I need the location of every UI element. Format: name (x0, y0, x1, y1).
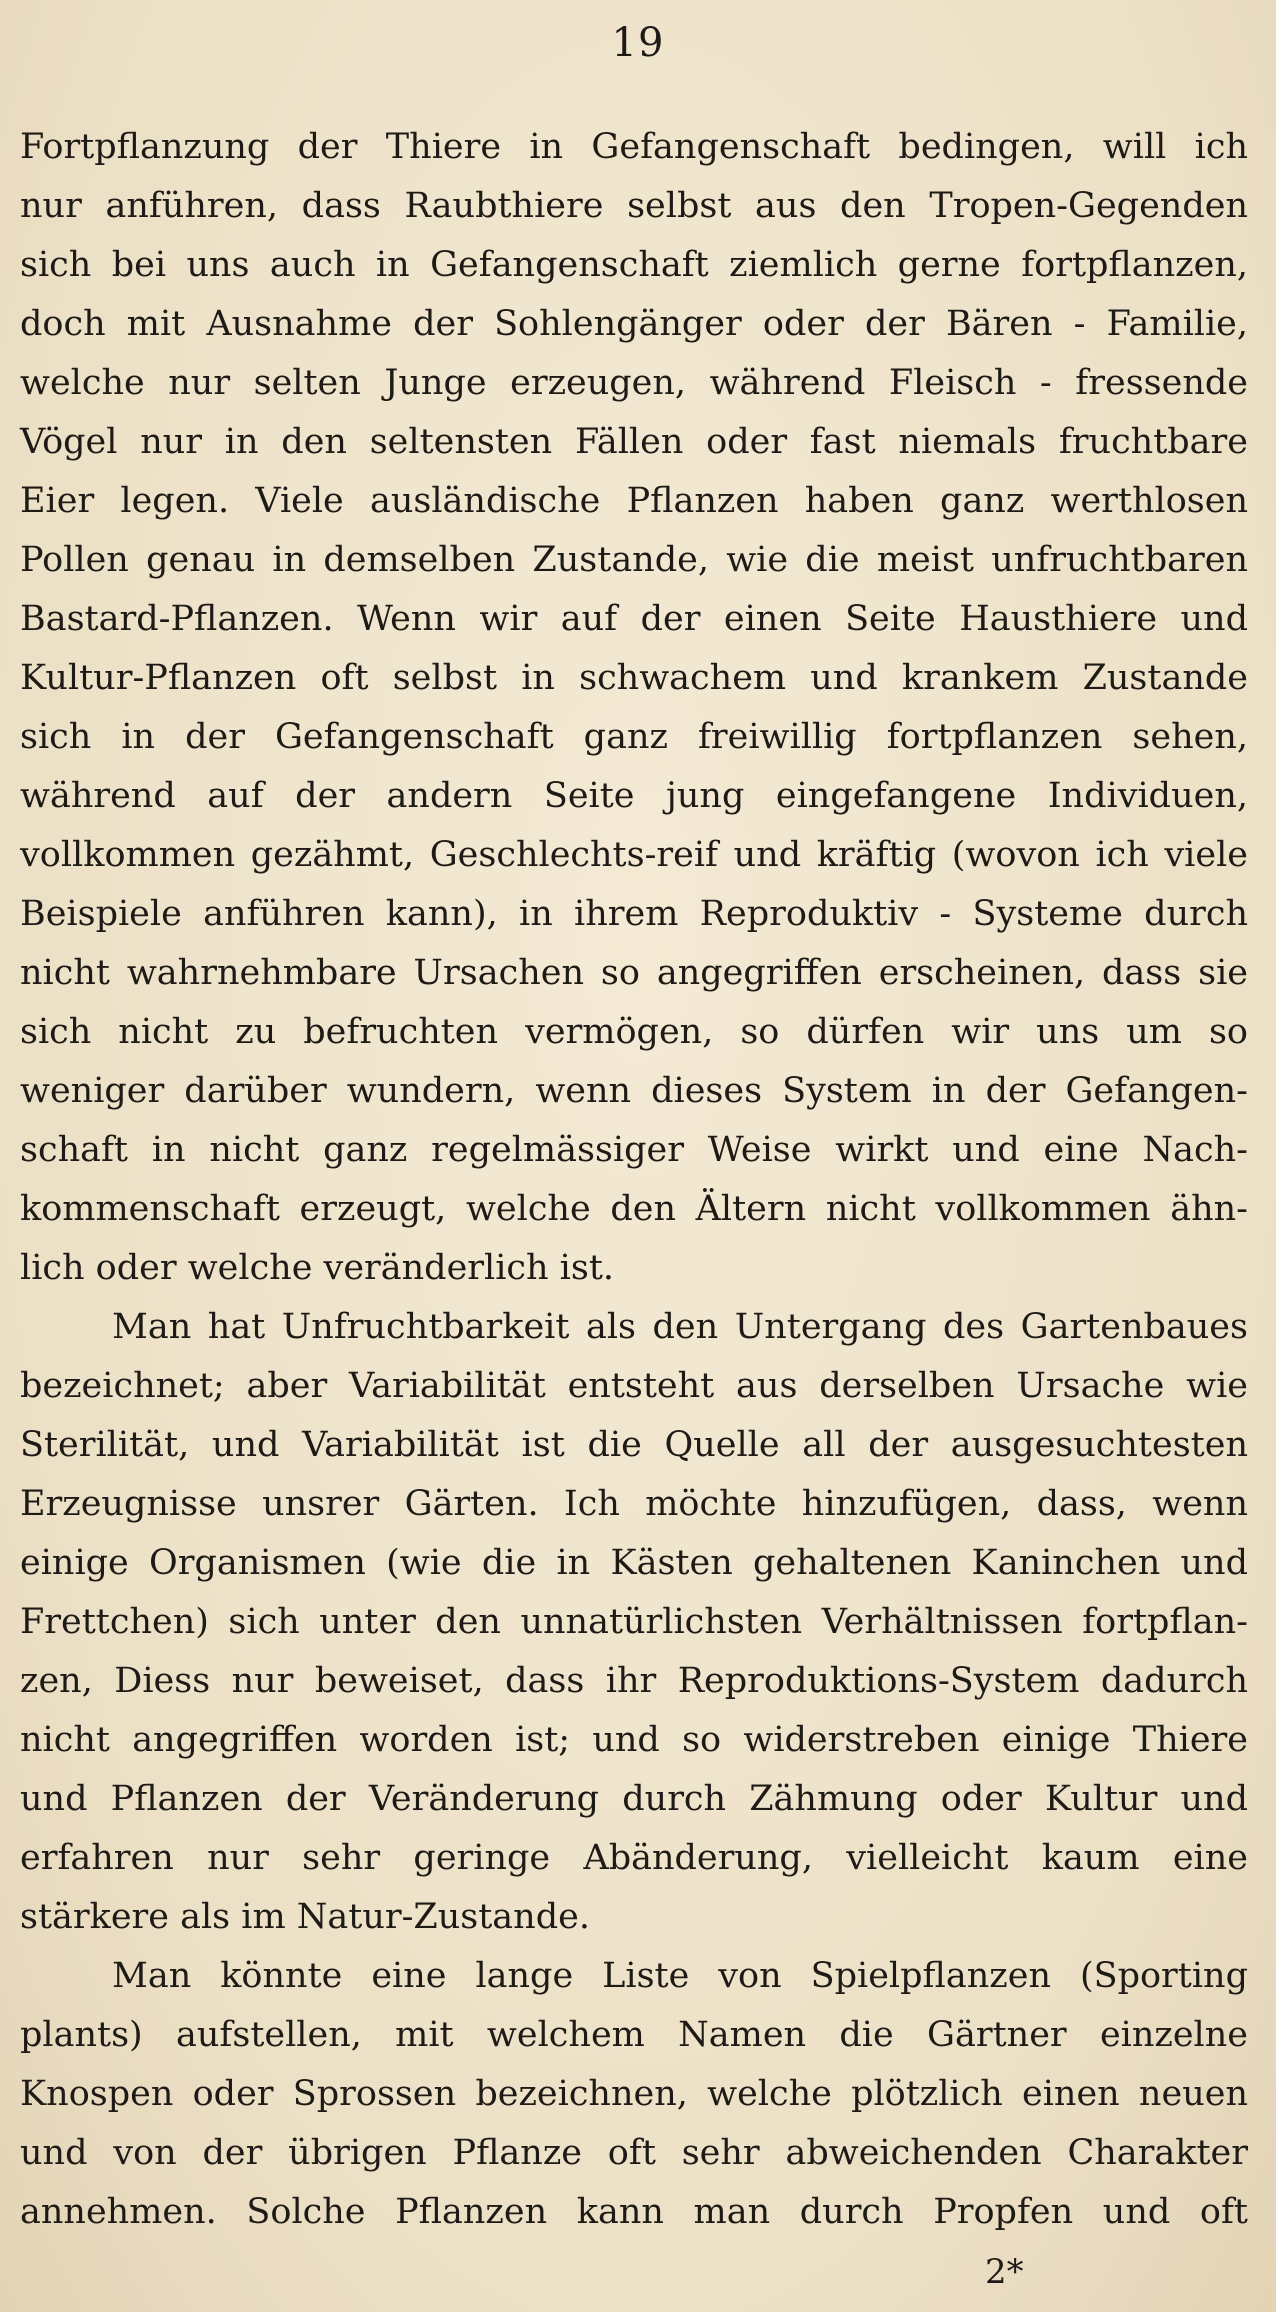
text-line: Vögel nur in den seltensten Fällen oder fast niemals fruchtbare (20, 422, 1248, 462)
text-line: weniger darüber wundern, wenn dieses System in der Gefangen- (20, 1071, 1248, 1111)
text-line: während auf der andern Seite jung eingefangene Individuen, (20, 776, 1248, 816)
text-line: stärkere als im Natur-Zustande. (20, 1897, 590, 1937)
text-line: nicht wahrnehmbare Ursachen so angegriffen erscheinen, dass sie (20, 953, 1248, 993)
paragraph-start-line: Man könnte eine lange Liste von Spielpflanzen (Sporting (112, 1956, 1248, 1996)
text-line: Erzeugnisse unsrer Gärten. Ich möchte hinzufügen, dass, wenn (20, 1484, 1248, 1524)
text-line: Frettchen) sich unter den unnatürlichsten Verhältnissen fortpflan- (20, 1602, 1248, 1642)
text-line: annehmen. Solche Pflanzen kann man durch Propfen und oft (20, 2192, 1248, 2232)
text-line: Eier legen. Viele ausländische Pflanzen haben ganz werthlosen (20, 481, 1248, 521)
text-line: nicht angegriffen worden ist; und so widerstreben einige Thiere (20, 1720, 1248, 1760)
text-line: und von der übrigen Pflanze oft sehr abweichenden Charakter (20, 2133, 1248, 2173)
text-line: sich bei uns auch in Gefangenschaft ziemlich gerne fortpflanzen, (20, 245, 1248, 285)
text-line: schaft in nicht ganz regelmässiger Weise wirkt und eine Nach- (20, 1130, 1248, 1170)
text-line: welche nur selten Junge erzeugen, während Fleisch - fressende (20, 363, 1248, 403)
text-line: Sterilität, und Variabilität ist die Quelle all der ausgesuchtesten (20, 1425, 1248, 1465)
text-line: plants) aufstellen, mit welchem Namen die Gärtner einzelne (20, 2015, 1248, 2055)
text-line: Beispiele anführen kann), in ihrem Reproduktiv - Systeme durch (20, 894, 1248, 934)
text-line: nur anführen, dass Raubthiere selbst aus den Tropen-Gegenden (20, 186, 1248, 226)
text-line: einige Organismen (wie die in Kästen gehaltenen Kaninchen und (20, 1543, 1248, 1583)
page-number: 19 (611, 20, 665, 66)
text-line: bezeichnet; aber Variabilität entsteht aus derselben Ursache wie (20, 1366, 1248, 1406)
text-line: Knospen oder Sprossen bezeichnen, welche plötzlich einen neuen (20, 2074, 1248, 2114)
text-line: erfahren nur sehr geringe Abänderung, vielleicht kaum eine (20, 1838, 1248, 1878)
text-line: doch mit Ausnahme der Sohlengänger oder der Bären - Familie, (20, 304, 1248, 344)
text-line: Fortpflanzung der Thiere in Gefangenschaft bedingen, will ich (20, 127, 1248, 167)
signature-mark: 2* (985, 2252, 1024, 2292)
text-line: Pollen genau in demselben Zustande, wie die meist unfruchtbaren (20, 540, 1248, 580)
text-line: zen, Diess nur beweiset, dass ihr Reproduktions-System dadurch (20, 1661, 1248, 1701)
text-line: und Pflanzen der Veränderung durch Zähmung oder Kultur und (20, 1779, 1248, 1819)
body-text (20, 118, 1248, 2242)
text-line: Kultur-Pflanzen oft selbst in schwachem und krankem Zustande (20, 658, 1248, 698)
text-line: kommenschaft erzeugt, welche den Ältern nicht vollkommen ähn- (20, 1189, 1248, 1229)
text-line: sich nicht zu befruchten vermögen, so dürfen wir uns um so (20, 1012, 1248, 1052)
text-line: Bastard-Pflanzen. Wenn wir auf der einen Seite Hausthiere und (20, 599, 1248, 639)
text-line: vollkommen gezähmt, Geschlechts-reif und kräftig (wovon ich viele (20, 835, 1248, 875)
text-line: lich oder welche veränderlich ist. (20, 1248, 615, 1288)
paragraph-start-line: Man hat Unfruchtbarkeit als den Untergang des Gartenbaues (112, 1307, 1248, 1347)
text-line: sich in der Gefangenschaft ganz freiwillig fortpflanzen sehen, (20, 717, 1248, 757)
